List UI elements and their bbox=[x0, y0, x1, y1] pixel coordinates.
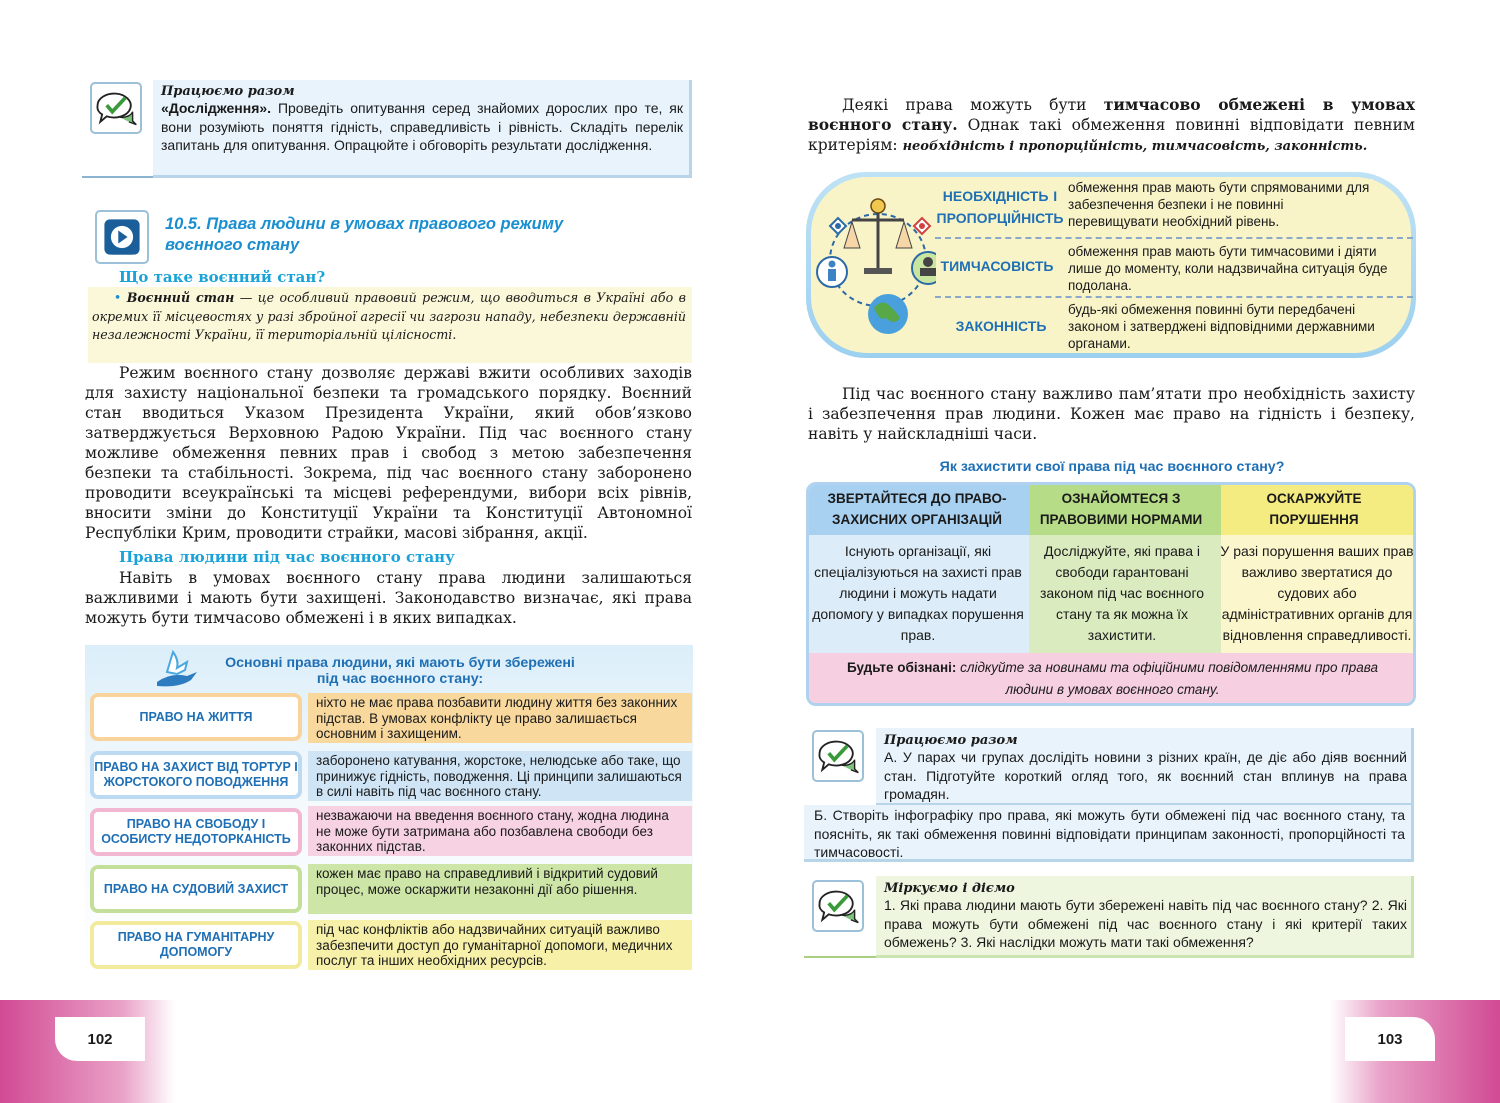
work-box-right-task-a: А. У парах чи групах дослідіть новини з різних країн, де діє або діяв воєнний стан. Підготуйте короткий огляд того, як воєнний стан вплинув на права громадян. bbox=[884, 749, 1407, 802]
col-text-legal-norms: Досліджуйте, які права і свободи гарантовані законом під час воєнного стану та як можна їх захистити. bbox=[1039, 543, 1205, 643]
page-number-left: 102 bbox=[55, 1017, 145, 1061]
video-play-icon bbox=[95, 210, 149, 264]
work-together-box-right bbox=[876, 728, 1414, 806]
scales-justice-icon bbox=[816, 190, 936, 340]
think-box-title: Міркуємо і діємо bbox=[884, 881, 1015, 896]
protection-table-title: Як захистити свої права під час воєнного стану? bbox=[939, 459, 1285, 475]
criteria-label-legality: ЗАКОННІСТЬ bbox=[955, 318, 1047, 334]
work-box-right-task-b: Б. Створіть інфографіку про права, які можуть бути обмежені під час воєнного стану, та поясніть, як такі обмеження повинні відповідати принципам законності, пропорційності та тимчасовості. bbox=[804, 805, 1414, 862]
right-label-life: ПРАВО НА ЖИТТЯ bbox=[90, 693, 302, 741]
definition-box: • Воєнний стан — це особливий правовий режим, що вводиться в Україні або в окремих її місцевостях у разі збройної агресії чи загрози нападу, небезпеки державній незалежності України, її територіальній цілісності. bbox=[88, 287, 692, 363]
paragraph-rights-protected: Навіть в умовах воєнного стану права людини залишаються важливими і мають бути захищені. Законодавство визначає, які права можуть бути тимчасово обмежені і в яких випадках. bbox=[85, 569, 692, 627]
work-together-box-left bbox=[153, 80, 692, 178]
discussion-check-icon bbox=[90, 82, 142, 134]
criteria-text-legality: будь-які обмеження повинні бути передбачені законом і затверджені відповідними державними органами. bbox=[1068, 302, 1375, 351]
col-head-ngos: ЗВЕРТАЙТЕСЯ ДО ПРАВО-ЗАХИСНИХ ОРГАНІЗАЦІЙ bbox=[827, 491, 1007, 527]
think-and-act-box bbox=[876, 876, 1414, 958]
paragraph-human-rights-protection: Під час воєнного стану важливо пам’ятати про необхідність захисту і забезпечення прав людини. Кожен має право на гідність і безпеку, навіть у найскладніші часи. bbox=[808, 385, 1415, 443]
right-desc-humanitarian: під час конфліктів або надзвичайних ситуацій важливо забезпечити доступ до гуманітарної допомоги, медичних послуг та інших необхідних ресурсів. bbox=[308, 920, 692, 970]
right-desc-torture: заборонено катування, жорстоке, нелюдське або таке, що принижує гідність, поводження. Ці принципи залишаються в силі навіть під час воєнного стану. bbox=[308, 751, 692, 801]
right-desc-life: ніхто не має права позбавити людину життя без законних підстав. В умовах конфлікту це право залишається основним і захищеним. bbox=[308, 693, 692, 743]
criteria-label-necessity: НЕОБХІДНІСТЬ І ПРОПОРЦІЙНІСТЬ bbox=[936, 188, 1064, 226]
think-box-questions: 1. Які права людини мають бути збережені навіть під час воєнного стану? 2. Які права можуть бути обмежені під час воєнного стану і які критерії таких обмежень? 3. Які наслідки можуть мати такі обмеження? bbox=[884, 897, 1407, 950]
col-text-ngos: Існують організації, які спеціалізуються на захисті прав людини і можуть надати допомогу у випадках порушення прав. bbox=[812, 543, 1024, 643]
section-title: 10.5. Права людини в умовах правового режиму воєнного стану bbox=[165, 215, 564, 254]
right-label-humanitarian: ПРАВО НА ГУМАНІТАРНУ ДОПОМОГУ bbox=[90, 921, 302, 969]
criteria-divider-2 bbox=[935, 296, 1413, 298]
paragraph-martial-law-regime: Режим воєнного стану дозволяє державі вжити особливих заходів для захисту національної безпеки та громадського порядку. Воєнний стан вводиться Указом Президента України, який обов’язково затверджується Верховною Радою України. Під час воєнного стану можливе обмеження певних прав і свобод з метою забезпечення безпеки та стабільності. Зокрема, під час воєнного стану заборонено проводити всеукраїнські та місцеві референдуми, вибори всіх рівнів, вносити зміни до Конституції України та Конституції Автономної Республіки Крим, проводити страйки, масові зібрання, акції. bbox=[85, 364, 692, 542]
page-number-right: 103 bbox=[1345, 1017, 1435, 1061]
right-label-judicial: ПРАВО НА СУДОВИЙ ЗАХИСТ bbox=[90, 865, 302, 913]
work-box-title: Працюємо разом bbox=[161, 84, 295, 99]
right-label-liberty: ПРАВО НА СВОБОДУ І ОСОБИСТУ НЕДОТОРКАНІСТЬ bbox=[90, 808, 302, 856]
right-label-torture: ПРАВО НА ЗАХИСТ ВІД ТОРТУР І ЖОРСТОКОГО ПОВОДЖЕННЯ bbox=[90, 751, 302, 799]
rights-infographic-title: Основні права людини, які мають бути збережені під час воєнного стану: bbox=[225, 655, 575, 687]
discussion-check-icon-right bbox=[812, 730, 864, 782]
paragraph-restrictions-intro: Деякі права можуть бути тимчасово обмежені в умовах воєнного стану. Однак такі обмеження повинні відповідати певним критеріям: необхідність і пропорційність, тимчасовість, законність. bbox=[808, 95, 1415, 154]
subheading-rights-during-martial-law: Права людини під час воєнного стану bbox=[119, 548, 455, 566]
criteria-label-temporariness: ТИМЧАСОВІСТЬ bbox=[940, 258, 1054, 274]
col-text-appeal: У разі порушення ваших прав важливо звертатися до судових або адміністративних органів для відновлення справедливості. bbox=[1220, 543, 1414, 643]
definition-term: Воєнний стан bbox=[126, 290, 235, 305]
criteria-divider-1 bbox=[935, 237, 1413, 239]
subheading-what-is-martial-law: Що таке воєнний стан? bbox=[119, 268, 326, 286]
right-desc-liberty: незважаючи на введення воєнного стану, жодна людина не може бути затримана або позбавлена свободи без законних підстав. bbox=[308, 806, 692, 856]
col-head-appeal: ОСКАРЖУЙТЕ ПОРУШЕННЯ bbox=[1266, 491, 1362, 527]
be-aware-note: Будьте обізнані: слідкуйте за новинами та офіційними повідомленнями про права людини в умовах воєнного стану. bbox=[846, 660, 1379, 697]
right-desc-judicial: кожен має право на справедливий і відкритий судовий процес, може оскаржити незаконні дії або рішення. bbox=[308, 864, 692, 914]
discussion-check-icon-think bbox=[812, 880, 864, 932]
work-box-right-title: Працюємо разом bbox=[884, 733, 1018, 748]
col-head-legal-norms: ОЗНАЙОМТЕСЯ З ПРАВОВИМИ НОРМАМИ bbox=[1039, 491, 1203, 527]
work-box-text: «Дослідження». Проведіть опитування серед знайомих дорослих про те, як вони розуміють поняття гідність, справедливість і рівність. Складіть перелік запитань для опитування. Опрацюйте і обговоріть результати дослідження. bbox=[161, 100, 683, 153]
criteria-text-temporariness: обмеження прав мають бути тимчасовими і діяти лише до моменту, коли надзвичайна ситуація буде подолана. bbox=[1068, 244, 1388, 293]
criteria-text-necessity: обмеження прав мають бути спрямованими для забезпечення безпеки і не повинні перевищувати необхідний рівень. bbox=[1068, 179, 1373, 230]
